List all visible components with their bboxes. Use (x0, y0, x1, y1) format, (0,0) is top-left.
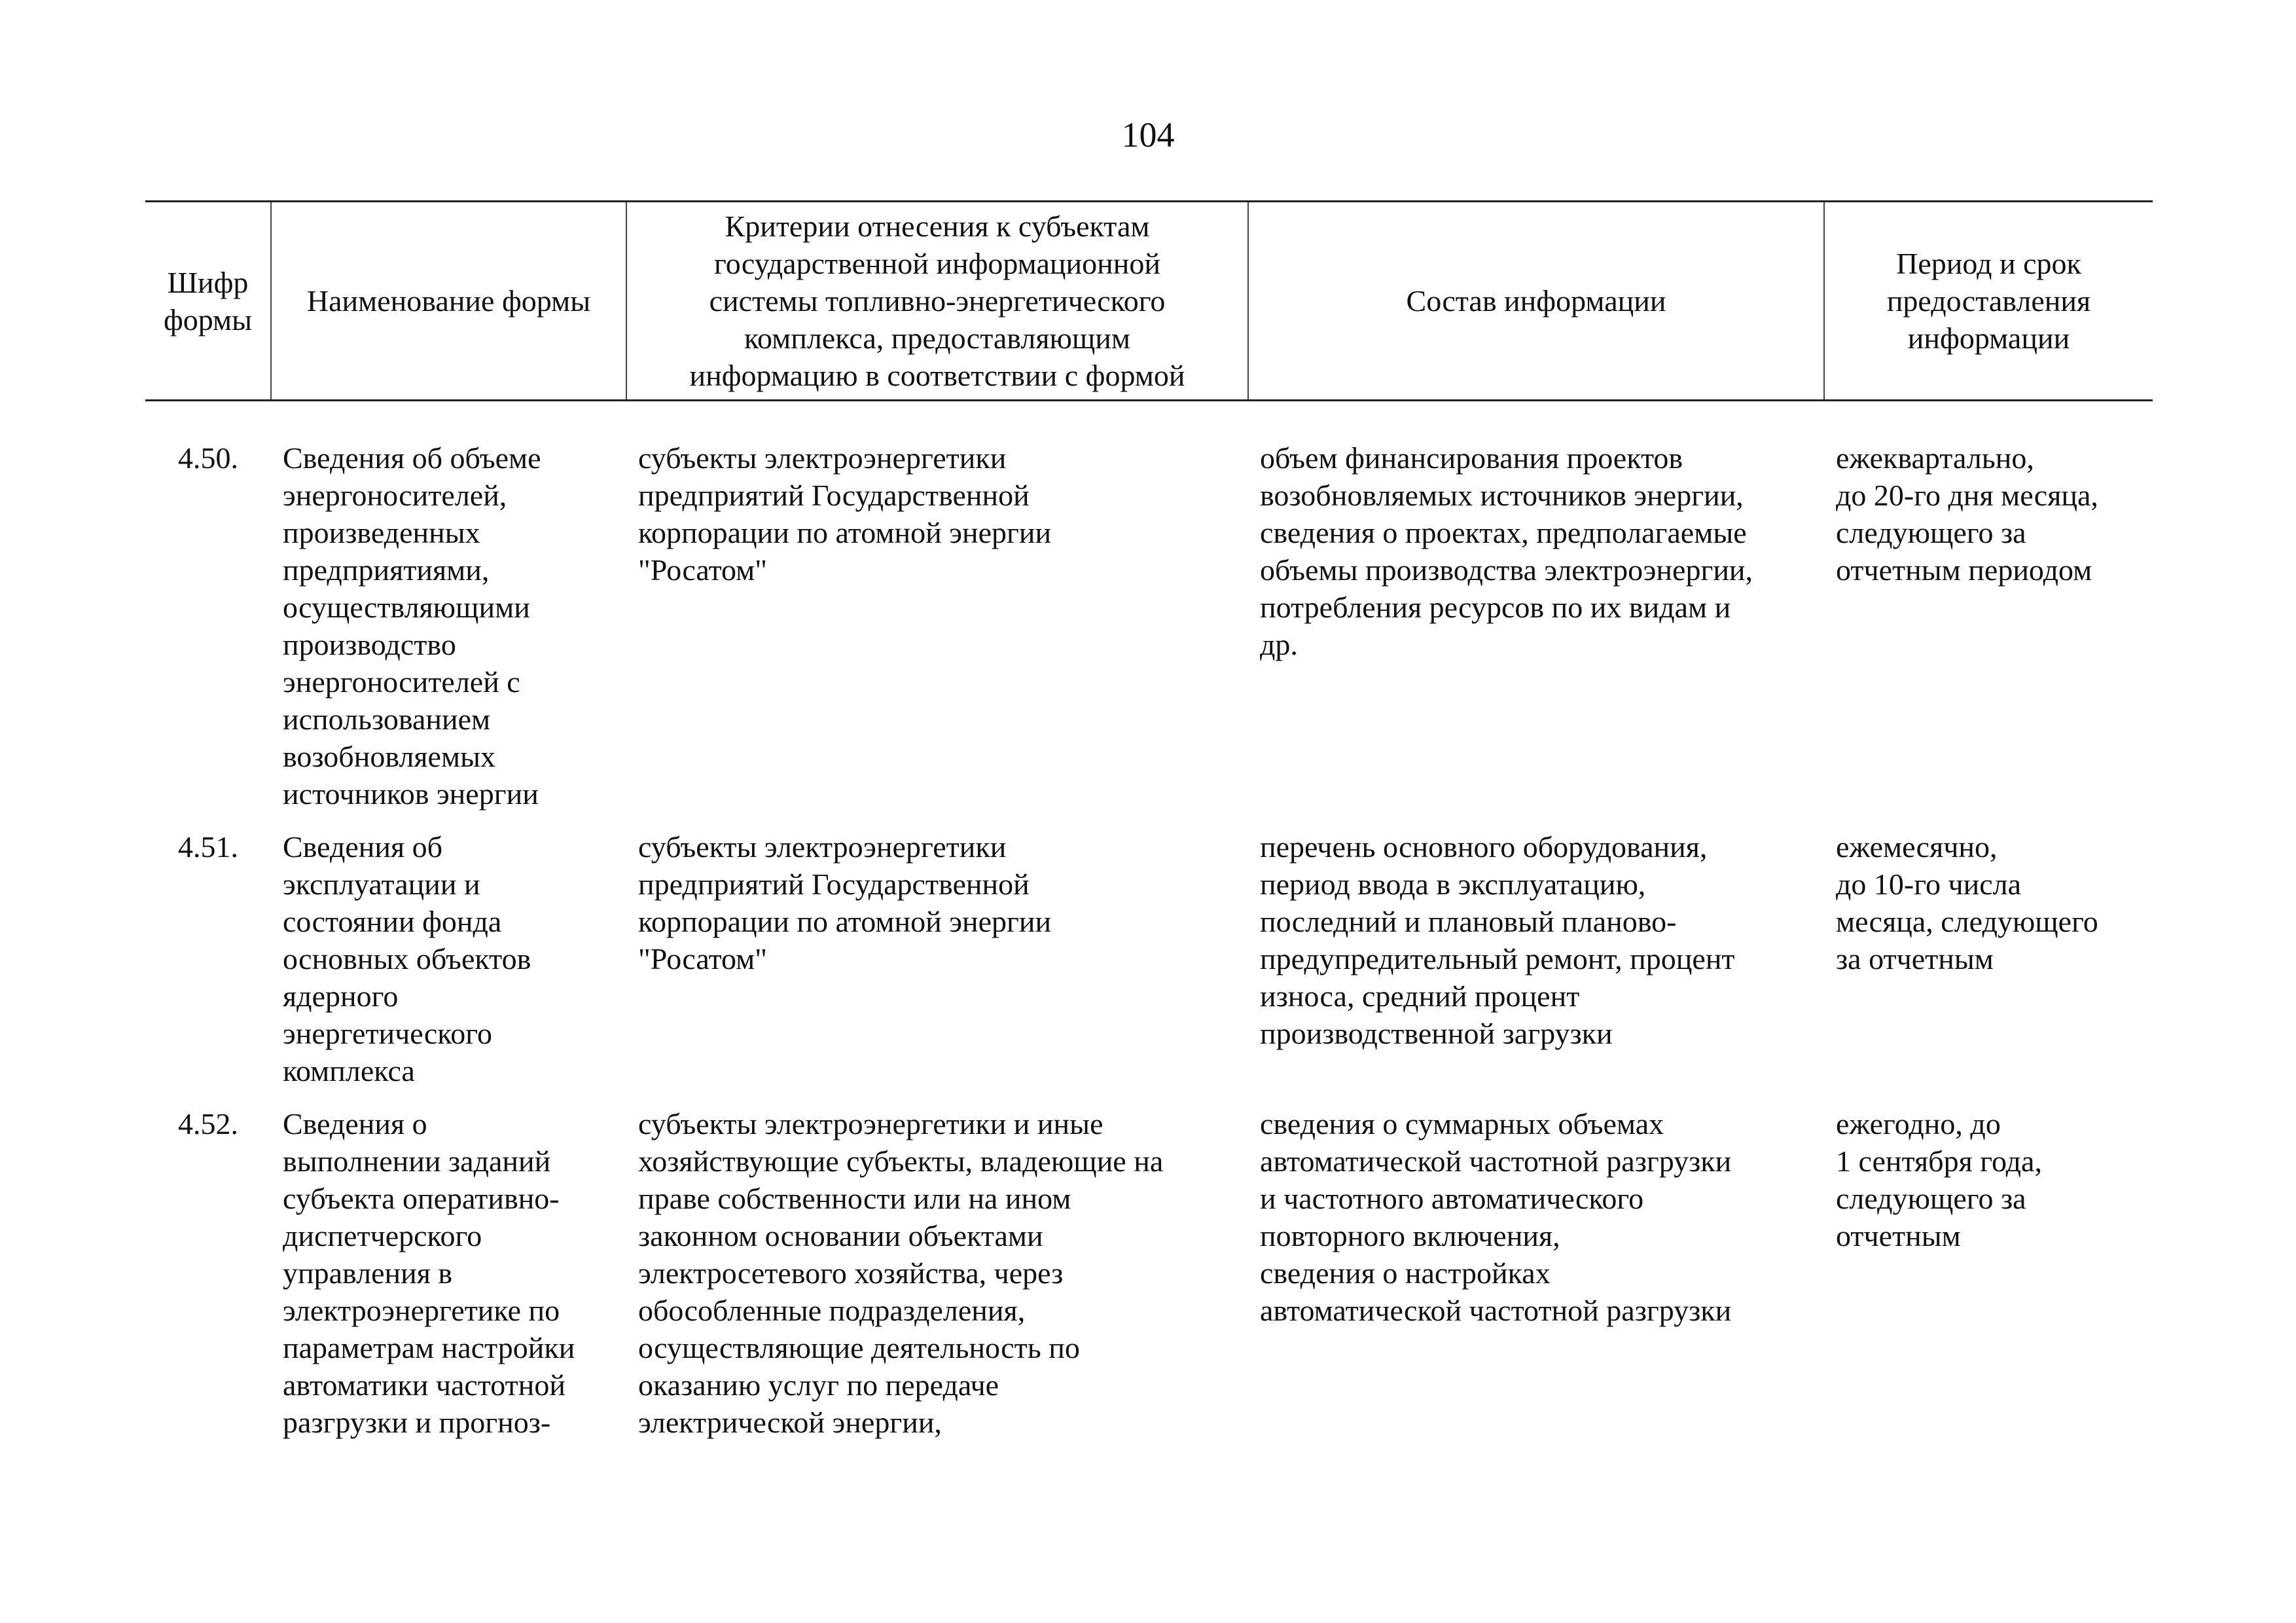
cell-line: следующего за (1836, 516, 2026, 549)
form-info (1248, 401, 1824, 829)
form-name (271, 828, 626, 1105)
form-name (271, 401, 626, 829)
cell-line: сведения о настройках (1260, 1256, 1551, 1290)
form-criteria (626, 828, 1248, 1105)
cell-line: автоматической частотной разгрузки (1260, 1294, 1732, 1327)
cell-line: Сведения о (283, 1107, 427, 1140)
cell-line: ежегодно, до (1836, 1107, 2001, 1140)
cell-line: предприятиями, (283, 553, 490, 587)
header-form-name (271, 202, 626, 401)
header-criteria (626, 202, 1248, 401)
cell-line: за отчетным (1836, 942, 1994, 976)
cell-line: предупредительный ремонт, процент (1260, 942, 1735, 976)
cell-line: до 20-го дня месяца, (1836, 479, 2098, 512)
cell-line: комплекса (283, 1054, 415, 1087)
page-number: 104 (1121, 115, 1175, 155)
cell-line: параметрам настройки (283, 1331, 575, 1364)
cell-line: ежемесячно, (1836, 830, 1998, 864)
cell-line: "Росатом" (638, 942, 768, 976)
header-info-content (1248, 202, 1824, 401)
table-row (145, 401, 2153, 829)
cell-line: осуществляющие деятельность по (638, 1331, 1080, 1364)
form-code: 4.50. (178, 441, 238, 475)
cell-line: отчетным периодом (1836, 553, 2092, 587)
cell-line: объем финансирования проектов (1260, 441, 1683, 475)
form-code: 4.52. (178, 1107, 238, 1140)
cell-line: электросетевого хозяйства, через (638, 1256, 1064, 1290)
form-code: 4.51. (178, 830, 238, 864)
cell-line: Период и срок (1896, 247, 2081, 280)
cell-line: корпорации по атомной энергии (638, 516, 1052, 549)
cell-line: ежеквартально, (1836, 441, 2034, 475)
cell-line: возобновляемых источников энергии, (1260, 479, 1744, 512)
cell-line: электроэнергетике по (283, 1294, 560, 1327)
cell-line: предприятий Государственной (638, 479, 1030, 512)
cell-line: сведения о суммарных объемах (1260, 1107, 1664, 1140)
cell-line: информации (1907, 321, 2070, 355)
cell-line: износа, средний процент (1260, 979, 1580, 1013)
header-form-code (145, 202, 271, 401)
form-criteria (626, 401, 1248, 829)
cell-line: произведенных (283, 516, 480, 549)
cell-line: и частотного автоматического (1260, 1182, 1644, 1215)
cell-line: управления в (283, 1256, 453, 1290)
cell-line: выполнении заданий (283, 1144, 551, 1178)
table-row (145, 828, 2153, 1105)
cell-line: Шифр (167, 265, 249, 299)
cell-line: 1 сентября года, (1836, 1144, 2042, 1178)
table-row (145, 1105, 2153, 1457)
cell-line: оказанию услуг по передаче (638, 1368, 999, 1402)
cell-line: Наименование формы (306, 284, 591, 318)
form-period (1824, 828, 2153, 1105)
cell-line: перечень основного оборудования, (1260, 830, 1708, 864)
form-period (1824, 1105, 2153, 1457)
cell-line: автоматической частотной разгрузки (1260, 1144, 1732, 1178)
cell-line: источников энергии (283, 777, 539, 811)
cell-line: ядерного (283, 979, 399, 1013)
cell-line: до 10-го числа (1836, 867, 2021, 901)
cell-line: Состав информации (1406, 284, 1666, 318)
cell-line: "Росатом" (638, 553, 768, 587)
cell-line: предприятий Государственной (638, 867, 1030, 901)
cell-line: последний и плановый планово- (1260, 905, 1677, 938)
cell-line: субъекты электроэнергетики (638, 830, 1007, 864)
cell-line: законном основании объектами (638, 1219, 1043, 1252)
cell-line: Критерии отнесения к субъектам (725, 210, 1150, 243)
cell-line: разгрузки и прогноз- (283, 1406, 551, 1439)
cell-line: диспетчерского (283, 1219, 482, 1252)
form-period (1824, 401, 2153, 829)
cell-line: др. (1260, 628, 1298, 661)
cell-line: состоянии фонда (283, 905, 502, 938)
cell-line: использованием (283, 702, 491, 736)
cell-line: предоставления (1886, 284, 2091, 318)
cell-line: сведения о проектах, предполагаемые (1260, 516, 1747, 549)
cell-line: Сведения об объеме (283, 441, 541, 475)
cell-line: субъекты электроэнергетики (638, 441, 1007, 475)
forms-table (145, 200, 2153, 1457)
cell-line: потребления ресурсов по их видам и (1260, 591, 1731, 624)
cell-line: энергоносителей с (283, 665, 520, 699)
form-name (271, 1105, 626, 1457)
form-criteria (626, 1105, 1248, 1457)
cell-line: период ввода в эксплуатацию, (1260, 867, 1646, 901)
header-period (1824, 202, 2153, 401)
header-row (145, 202, 2153, 401)
cell-line: субъекта оперативно- (283, 1182, 560, 1215)
cell-line: возобновляемых (283, 740, 495, 773)
cell-line: корпорации по атомной энергии (638, 905, 1052, 938)
cell-line: системы топливно-энергетического (709, 284, 1166, 318)
table-body (145, 401, 2153, 1457)
cell-line: электрической энергии, (638, 1406, 942, 1439)
cell-line: объемы производства электроэнергии, (1260, 553, 1753, 587)
cell-line: эксплуатации и (283, 867, 480, 901)
cell-line: праве собственности или на ином (638, 1182, 1071, 1215)
cell-line: производство (283, 628, 456, 661)
cell-line: обособленные подразделения, (638, 1294, 1026, 1327)
form-info (1248, 828, 1824, 1105)
cell-line: субъекты электроэнергетики и иные (638, 1107, 1103, 1140)
cell-line: информацию в соответствии с формой (689, 359, 1185, 392)
cell-line: осуществляющими (283, 591, 530, 624)
cell-line: отчетным (1836, 1219, 1961, 1252)
cell-line: энергетического (283, 1017, 493, 1050)
cell-line: производственной загрузки (1260, 1017, 1613, 1050)
cell-line: автоматики частотной (283, 1368, 566, 1402)
cell-line: комплекса, предоставляющим (744, 321, 1131, 355)
cell-line: хозяйствующие субъекты, владеющие на (638, 1144, 1164, 1178)
cell-line: следующего за (1836, 1182, 2026, 1215)
cell-line: месяца, следующего (1836, 905, 2098, 938)
cell-line: основных объектов (283, 942, 531, 976)
cell-line: государственной информационной (714, 247, 1160, 280)
cell-line: энергоносителей, (283, 479, 507, 512)
cell-line: формы (163, 302, 253, 337)
cell-line: повторного включения, (1260, 1219, 1560, 1252)
cell-line: Сведения об (283, 830, 443, 864)
form-info (1248, 1105, 1824, 1457)
table-header (145, 202, 2153, 401)
